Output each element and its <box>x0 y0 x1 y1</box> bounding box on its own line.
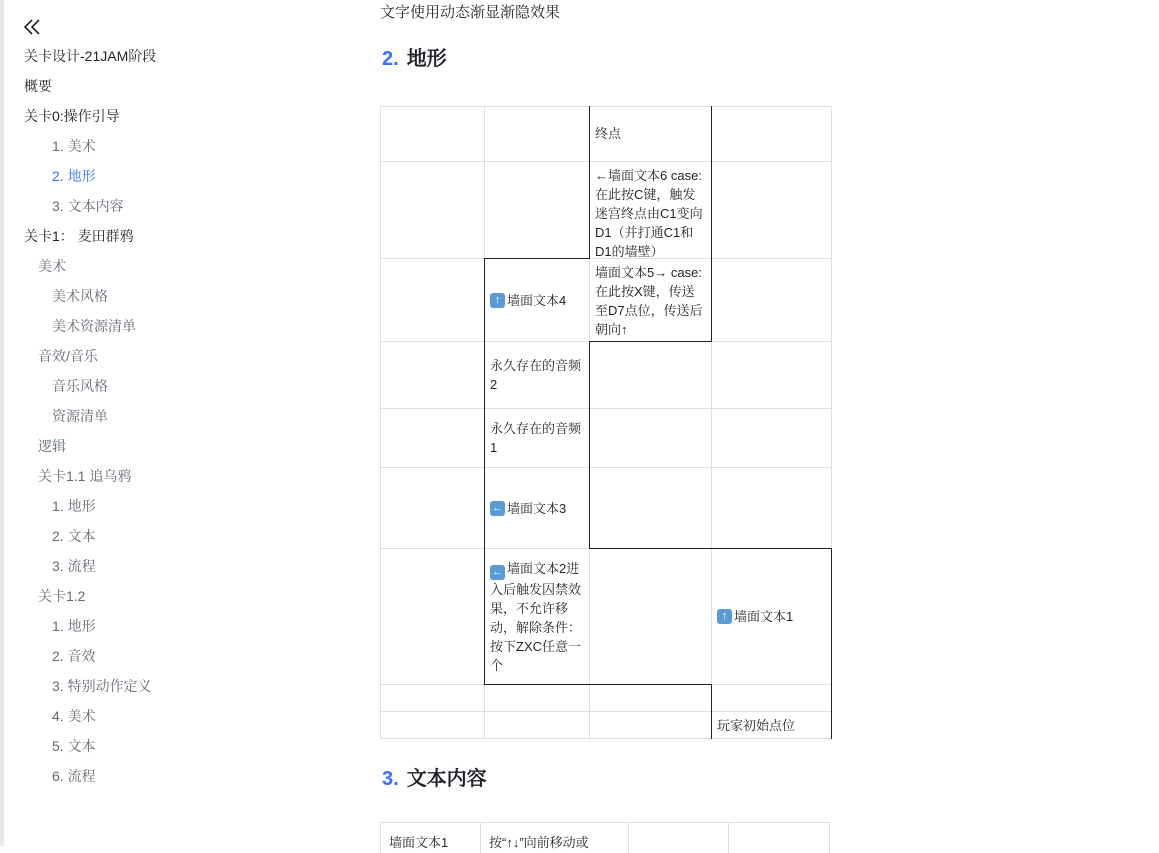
outline-item-level1-2-audio[interactable]: 2. 音效 <box>52 648 96 664</box>
outline-item-level0-text[interactable]: 3. 文本内容 <box>52 198 124 214</box>
arrow-up-icon: ↑ <box>490 293 505 308</box>
outline-item-music-style[interactable]: 音乐风格 <box>52 378 108 394</box>
outline-item-level1-1[interactable]: 关卡1.1 追乌鸦 <box>38 468 132 484</box>
outline-item-level1-1-text[interactable]: 2. 文本 <box>52 528 96 544</box>
terrain-cell-wall4 <box>485 259 589 341</box>
outline-item-art-style[interactable]: 美术风格 <box>52 288 108 304</box>
outline-item-audio-assets[interactable]: 资源清单 <box>52 408 108 424</box>
outline-item-level1-2-text[interactable]: 5. 文本 <box>52 738 96 754</box>
terrain-cell-start: 玩家初始点位 <box>717 718 796 733</box>
terrain-cell-end: 终点 <box>595 126 622 141</box>
heading-title: 文本内容 <box>406 768 487 790</box>
heading-title: 地形 <box>406 48 447 70</box>
terrain-cell-audio2: 永久存在的音频2 <box>490 358 582 392</box>
intro-paragraph: 文字使用动态渐显渐隐效果 <box>380 4 561 21</box>
table-cell: 墙面文本1 <box>381 823 481 853</box>
outline-item-level1-1-terrain[interactable]: 1. 地形 <box>52 498 96 514</box>
terrain-cell-audio1: 永久存在的音频1 <box>490 421 582 455</box>
table-cell <box>729 823 829 853</box>
outline-item-level1-2[interactable]: 关卡1.2 <box>38 588 86 604</box>
outline-item-audio[interactable]: 音效/音乐 <box>38 348 98 364</box>
outline-item-level1-2-actions[interactable]: 3. 特别动作定义 <box>52 678 152 694</box>
outline-item-level1-2-flow[interactable]: 6. 流程 <box>52 768 96 784</box>
terrain-maze-table <box>380 106 832 739</box>
outline-item-level1-2-terrain[interactable]: 1. 地形 <box>52 618 96 634</box>
outline-item-level1-1-flow[interactable]: 3. 流程 <box>52 558 96 574</box>
outline-item-art[interactable]: 美术 <box>38 258 66 274</box>
outline-item-level0[interactable]: 关卡0:操作引导 <box>24 108 120 124</box>
wall2-label: 墙面文本2进入后触发囚禁效果，不允许移动，解除条件：按下ZXC任意一个 <box>490 561 582 673</box>
heading-number: 2. <box>382 48 399 70</box>
outline-doc-title[interactable]: 关卡设计-21JAM阶段 <box>24 48 157 64</box>
terrain-cell-wall1 <box>712 549 831 684</box>
wall3-label: 墙面文本3 <box>507 500 567 516</box>
outline-item-logic[interactable]: 逻辑 <box>38 438 66 454</box>
outline-item-level0-art[interactable]: 1. 美术 <box>52 138 96 154</box>
terrain-cell-wall3 <box>485 468 589 548</box>
arrow-left-icon: ← <box>492 501 503 514</box>
text-content-table <box>380 822 830 853</box>
arrow-up-icon: ↑ <box>717 609 732 624</box>
outline-item-level1[interactable]: 关卡1： 麦田群鸦 <box>24 228 134 244</box>
outline-sidebar <box>4 0 254 846</box>
outline-item-level0-terrain[interactable]: 2. 地形 <box>52 168 96 184</box>
terrain-cell-wall5: 墙面文本5→ case:在此按X键，传送至D7点位，传送后朝向↑ <box>595 265 703 337</box>
outline-item-level1-2-art[interactable]: 4. 美术 <box>52 708 96 724</box>
section-heading-text-content <box>382 765 487 793</box>
arrow-left-icon: ← <box>492 566 503 578</box>
table-cell: 按“↑↓”向前移动或 <box>481 823 629 853</box>
table-cell <box>629 823 729 853</box>
terrain-cell-wall6: ←墙面文本6 case:在此按C键，触发迷宫终点由C1变向D1（并打通C1和D1的墙壁） <box>595 168 703 258</box>
outline-item-overview[interactable]: 概要 <box>24 78 52 94</box>
outline-item-art-assets[interactable]: 美术资源清单 <box>52 318 136 334</box>
terrain-cell-wall2 <box>485 549 589 684</box>
wall1-label: 墙面文本1 <box>734 609 794 624</box>
heading-number: 3. <box>382 768 399 790</box>
document-body <box>380 0 1140 850</box>
section-heading-terrain <box>382 45 447 73</box>
collapse-outline-icon[interactable] <box>21 16 43 38</box>
wall4-label: 墙面文本4 <box>507 292 567 308</box>
